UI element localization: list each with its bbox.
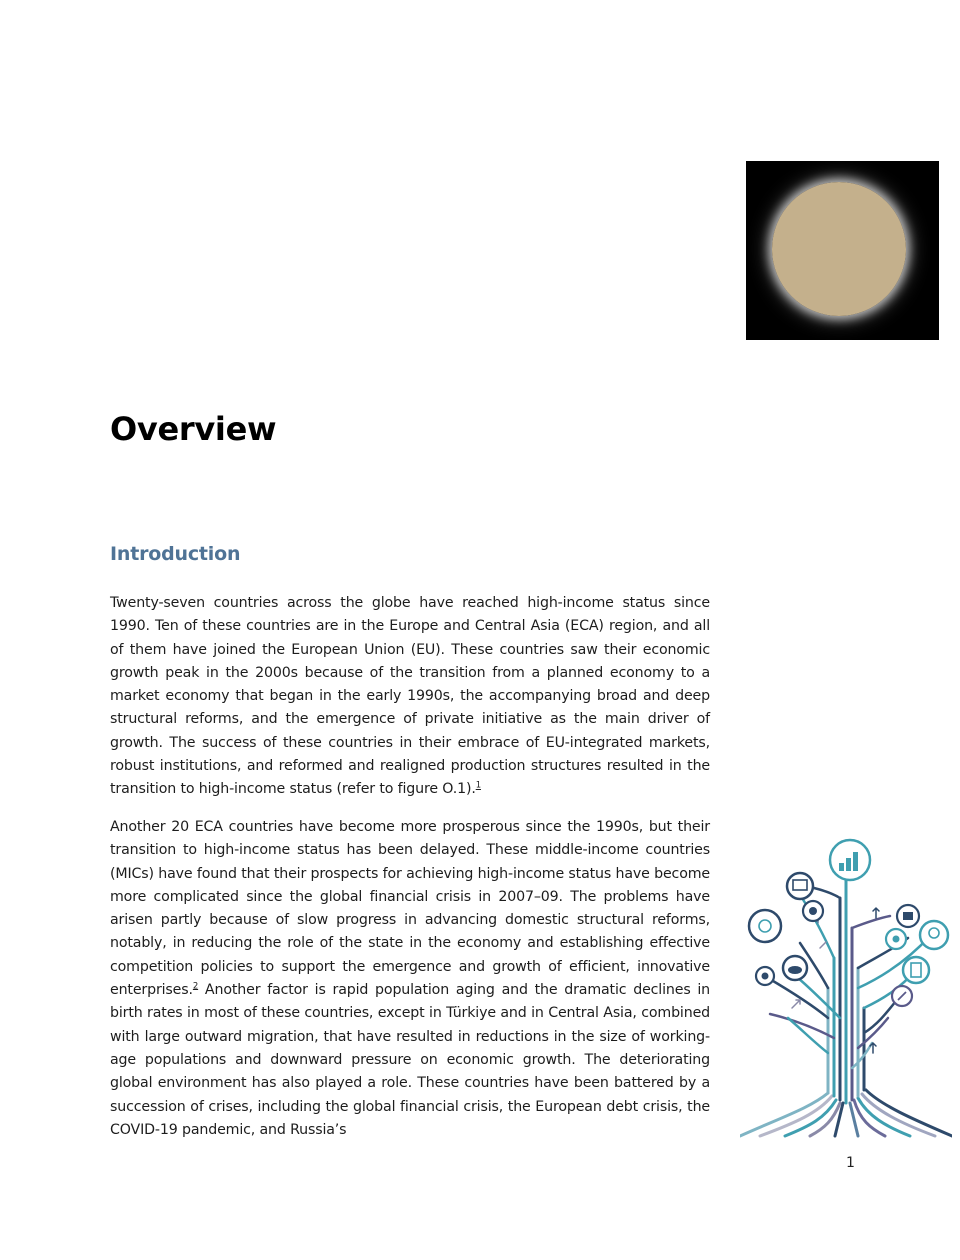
technology-tree-illustration — [740, 838, 952, 1138]
footnote-ref-2[interactable]: 2 — [192, 981, 199, 992]
paragraph-2-text-a: Another 20 ECA countries have become more prosperous since the 1990s, but their transition to high-income status has been delayed. These middle-income countries (MICs) have found that their prospects for achieving high-income status have become more complicated since the global financial crisis in 2007–09. The problems have arisen partly because of slow progress in advancing domestic structural reforms, notably, in reducing the role of the state in the economy and establishing effective competition policies to support the emergence and growth of efficient, innovative enterprises. — [110, 819, 710, 999]
moon-disc — [772, 182, 906, 316]
moon-image — [746, 161, 939, 340]
paragraph-1-text: Twenty-seven countries across the globe have reached high-income status since 1990. Ten of these countries are in the Europe and Central Asia (ECA) region, and all of them have joined the European Union (EU). These countries saw their economic growth peak in the 2000s because of the transition from a planned economy to a market economy that began in the early 1990s, the accompanying broad and deep structural reforms, and the emergence of private initiative as the main driver of growth. The success of these countries in their embrace of EU-integrated markets, robust institutions, and reformed and realigned production structures resulted in the transition to high-income status (refer to figure O.1). — [110, 595, 710, 798]
page-title: Overview — [110, 410, 277, 448]
section-heading-introduction: Introduction — [110, 543, 241, 565]
paragraph-2 — [110, 816, 710, 1142]
paragraph-1 — [110, 592, 710, 802]
footnote-ref-1[interactable]: 1 — [475, 780, 481, 791]
paragraph-2-text-b: Another factor is rapid population aging and the dramatic declines in birth rates in most of these countries, except in Türkiye and in Central Asia, combined with large outward migration, that have resulted in reductions in the size of working-age populations and downward pressure on economic growth. The deteriorating global environment has also played a role. These countries have been battered by a succession of crises, including the global financial crisis, the European debt crisis, the COVID-19 pandemic, and Russia’s — [110, 982, 710, 1138]
page-number: 1 — [846, 1155, 855, 1171]
